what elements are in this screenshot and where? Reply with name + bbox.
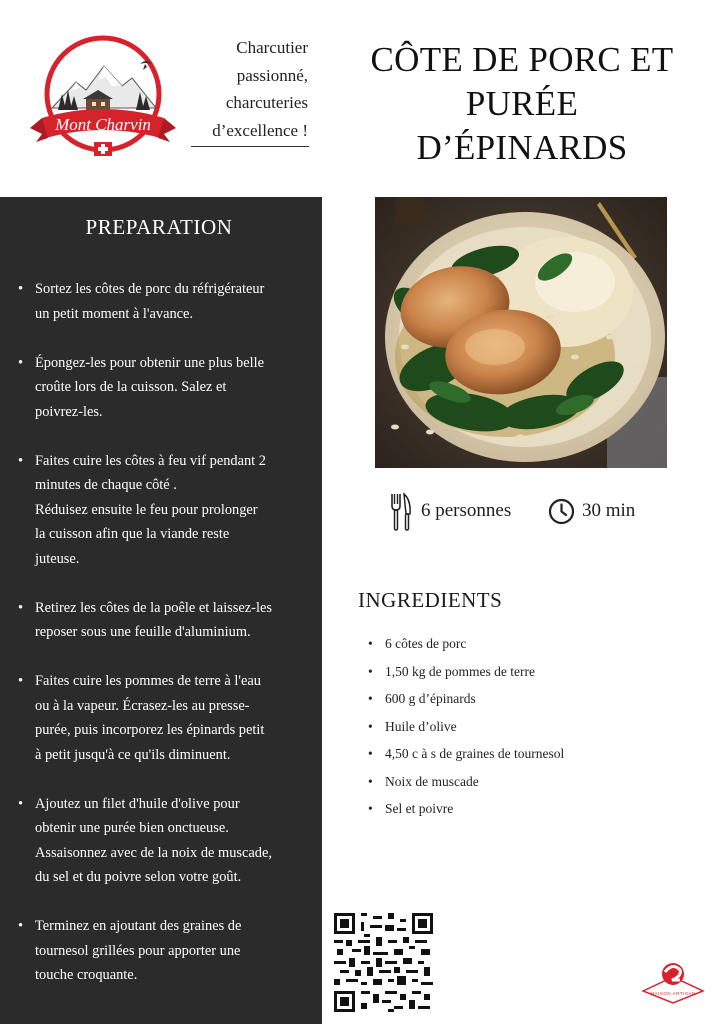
dish-photo [375, 197, 667, 468]
artisan-logo-text: MAISON ARTISAN [650, 991, 696, 996]
preparation-step [0, 596, 322, 645]
step-line: tournesol grillées pour apporter une [35, 942, 241, 959]
clock-icon [548, 498, 575, 525]
step-line: ou à la vapeur. Écrasez-les au presse- [35, 697, 250, 714]
preparation-step [0, 669, 322, 767]
title-line: PURÉE [465, 84, 579, 123]
artisan-logo [640, 958, 706, 1004]
preparation-heading: PREPARATION [85, 215, 233, 239]
ingredient-item: • Noix de muscade [366, 768, 686, 796]
tagline-divider [191, 146, 309, 147]
step-line: • Épongez-les pour obtenir une plus belle [35, 354, 264, 371]
title-line: D’ÉPINARDS [416, 128, 628, 167]
ingredients-list [366, 630, 686, 823]
step-line: • Faites cuire les pommes de terre à l'eau [35, 673, 261, 689]
ingredient-item: • 600 g d’épinards [366, 685, 686, 713]
step-line: poivrez-les. [35, 403, 103, 420]
ingredient-item: • 6 côtes de porc [366, 630, 686, 658]
step-line: juteuse. [35, 550, 80, 567]
ingredient-item: • 1,50 kg de pommes de terre [366, 658, 686, 686]
step-line: Assaisonnez avec de la noix de muscade, [35, 844, 272, 861]
step-line: obtenir une purée bien onctueuse. [35, 820, 229, 836]
step-line: minutes de chaque côté . [35, 477, 177, 493]
ingredient-item: • Huile d’olive [366, 713, 686, 741]
step-line: purée, puis incorporez les épinards petit [35, 722, 265, 738]
preparation-step [0, 914, 322, 988]
step-line: • Terminez en ajoutant des graines de [35, 918, 242, 934]
step-line: • Faites cuire les côtes à feu vif pendant 2 [35, 452, 266, 469]
step-line: • Sortez les côtes de porc du réfrigérateur [35, 281, 265, 297]
step-line: reposer sous une feuille d'aluminium. [35, 624, 251, 640]
step-line: • Retirez les côtes de la poêle et laissez-les [35, 599, 272, 616]
preparation-step [0, 449, 322, 572]
recipe-meta [390, 492, 680, 532]
step-line: à petit jusqu'à ce qu'ils diminuent. [35, 746, 231, 763]
step-line: • Ajoutez un filet d'huile d'olive pour [35, 795, 240, 812]
recipe-title [348, 38, 696, 170]
tagline-line: passionné, [236, 65, 308, 85]
step-line: un petit moment à l'avance. [35, 305, 194, 322]
ingredients-heading: INGREDIENTS [358, 588, 503, 612]
tagline-line: d’excellence ! [212, 120, 308, 140]
fork-knife-icon [390, 492, 412, 532]
logo-brand-text: Mont Charvin [55, 115, 151, 134]
servings-text: 6 personnes [421, 500, 512, 521]
title-line: CÔTE DE PORC ET [370, 40, 674, 79]
ingredient-item: • Sel et poivre [366, 795, 686, 823]
qr-code[interactable] [334, 913, 433, 1012]
step-line: Réduisez ensuite le feu pour prolonger [35, 501, 258, 518]
step-line: du sel et du poivre selon votre goût. [35, 869, 242, 885]
mont-charvin-logo [28, 30, 190, 168]
preparation-step [0, 277, 322, 326]
brand-tagline [190, 34, 308, 144]
preparation-panel [0, 197, 322, 1024]
preparation-steps [0, 277, 322, 1012]
step-line: croûte lors de la cuisson. Salez et [35, 379, 227, 395]
step-line: touche croquante. [35, 967, 138, 983]
tagline-line: charcuteries [225, 93, 308, 112]
duration-text: 30 min [582, 500, 636, 521]
preparation-step [0, 351, 322, 425]
step-line: la cuisson afin que la viande reste [35, 526, 230, 542]
ingredient-item: • 4,50 c à s de graines de tournesol [366, 740, 686, 768]
preparation-step [0, 792, 322, 890]
tagline-line: Charcutier [236, 38, 308, 57]
